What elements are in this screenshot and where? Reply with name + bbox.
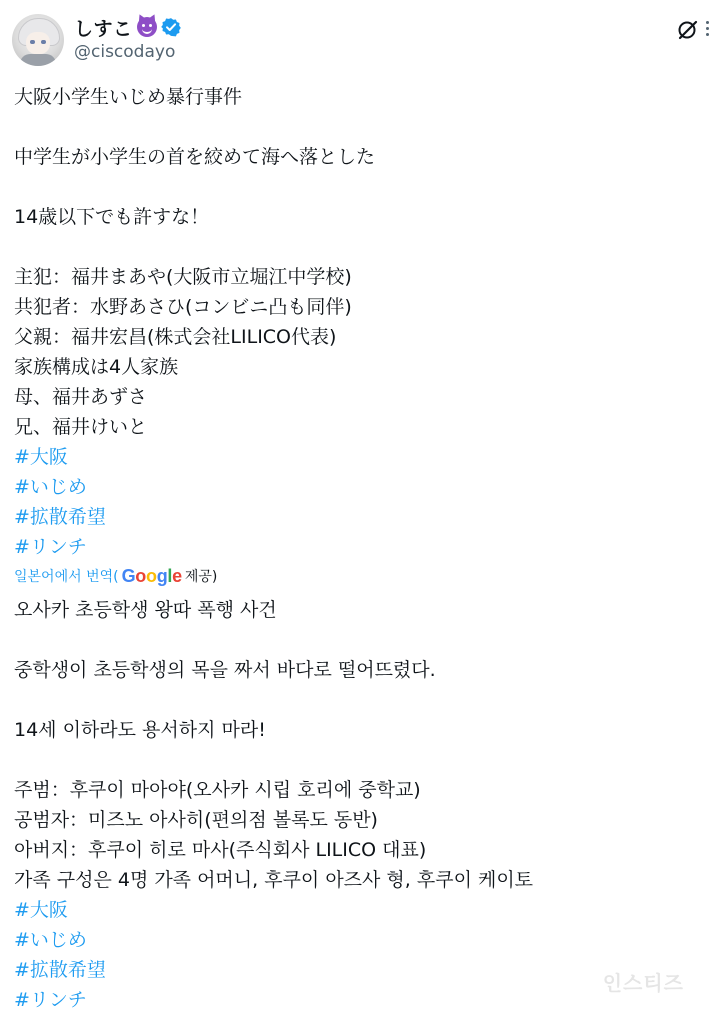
smiling-devil-emoji-icon: [137, 17, 157, 37]
text-line: 共犯者：水野あさひ(コンビニ凸も同伴): [14, 296, 352, 318]
hashtag-link[interactable]: #リンチ: [14, 989, 87, 1011]
hashtag-link[interactable]: #拡散希望: [14, 959, 106, 981]
text-line: 가족 구성은 4명 가족 어머니, 후쿠이 아즈사 형, 후쿠이 케이토: [14, 869, 534, 891]
text-line: [14, 745, 704, 775]
post-header: [12, 12, 706, 68]
text-line: 母、福井あずさ: [14, 386, 148, 408]
text-line: [14, 685, 704, 715]
text-line: 14歳以下でも許すな！: [14, 206, 210, 228]
verified-badge-icon[interactable]: [161, 17, 181, 37]
text-line: 中学生が小学生の首を絞めて海へ落とした: [14, 146, 376, 168]
hashtag-link[interactable]: #拡散希望: [14, 506, 106, 528]
text-line: 大阪小学生いじめ暴行事件: [14, 86, 243, 108]
text-line: [14, 625, 704, 655]
text-line: 14세 이하라도 용서하지 마라!: [14, 719, 266, 741]
text-line: 아버지：후쿠이 히로 마사(주식회사 LILICO 대표): [14, 839, 427, 861]
text-line: [14, 172, 704, 202]
author-block: [74, 14, 181, 62]
hashtag-link[interactable]: #いじめ: [14, 476, 87, 498]
translation-attribution: [14, 565, 217, 587]
text-line: [14, 232, 704, 262]
text-line: 공범자：미즈노 아사히(편의점 볼록도 동반): [14, 809, 378, 831]
hashtag-link[interactable]: #リンチ: [14, 536, 87, 558]
text-line: 主犯：福井まあや(大阪市立堀江中学校): [14, 266, 352, 288]
avatar[interactable]: [12, 14, 64, 66]
text-line: 주범：후쿠이 마아야(오사카 시립 호리에 중학교): [14, 779, 421, 801]
provided-by-label: 제공): [184, 569, 218, 585]
google-logo: Google: [121, 565, 182, 586]
grok-icon[interactable]: [676, 18, 700, 42]
hashtag-link[interactable]: #大阪: [14, 446, 68, 468]
translated-from-link[interactable]: 일본어에서 번역(: [14, 569, 119, 585]
text-line: 중학생이 초등학생의 목을 짜서 바다로 떨어뜨렸다.: [14, 659, 436, 681]
text-line: 兄、福井けいと: [14, 416, 148, 438]
translated-text: [14, 595, 704, 1015]
original-text: [14, 82, 704, 562]
text-line: 父親：福井宏昌(株式会社LILICO代表): [14, 326, 337, 348]
handle[interactable]: @ciscodayo: [74, 42, 176, 62]
watermark: 인스티즈: [602, 971, 684, 995]
hashtag-link[interactable]: #いじめ: [14, 929, 87, 951]
text-line: 家族構成は4人家族: [14, 356, 179, 378]
hashtag-link[interactable]: #大阪: [14, 899, 68, 921]
text-line: 오사카 초등학생 왕따 폭행 사건: [14, 599, 277, 621]
display-name[interactable]: しすこ: [74, 17, 133, 40]
text-line: [14, 112, 704, 142]
more-icon[interactable]: [700, 18, 714, 42]
